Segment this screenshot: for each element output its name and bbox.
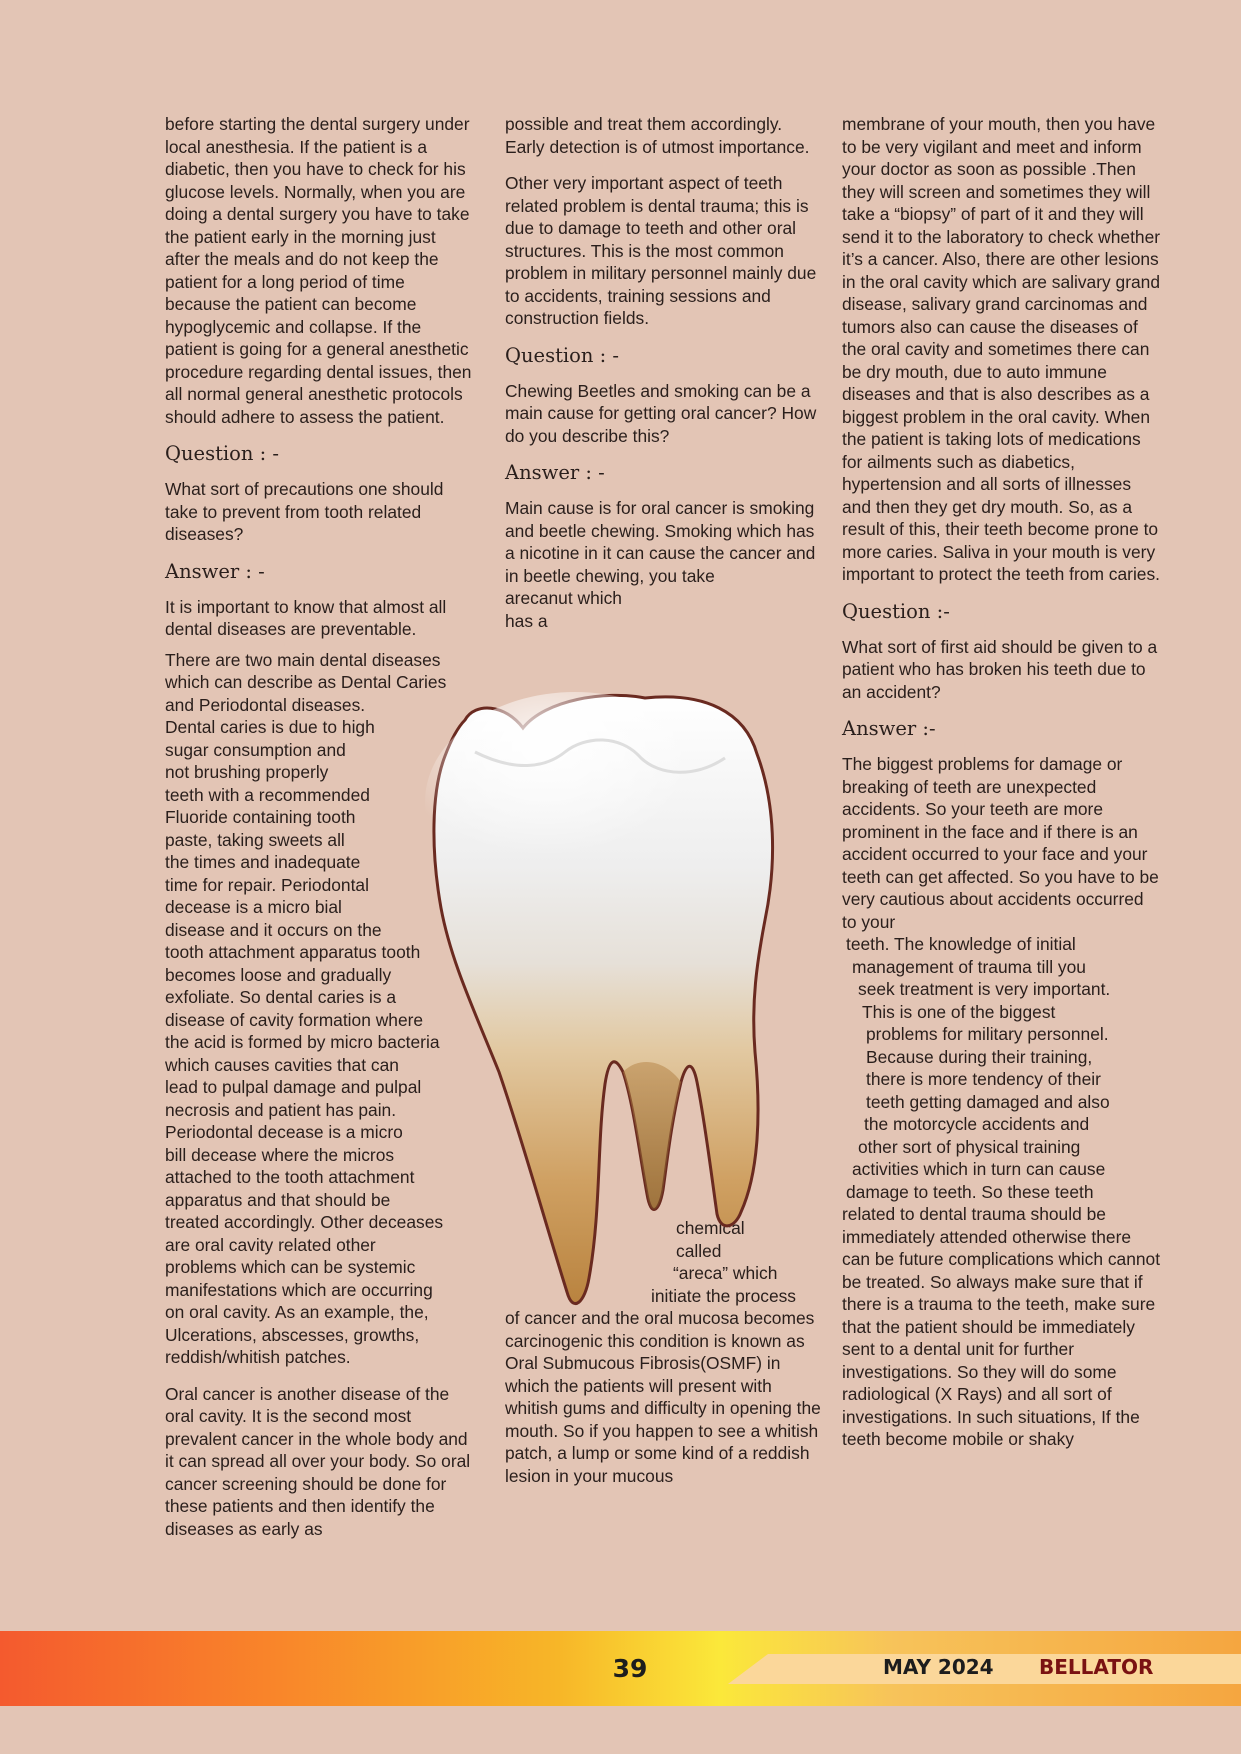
text-line: Periodontal decease is a micro bbox=[165, 1122, 403, 1142]
paragraph: membrane of your mouth, then you have to be very vigilant and meet and inform your doctor as soon as possible .Then they will screen and sometimes they will take a “biopsy” of part of it and they will send it to the laboratory to check whether it’s a cancer. Also, there are other lesions in the oral cavity which are salivary grand disease, salivary grand carcinomas and tumors also can cause the diseases of the oral cavity and sometimes there can be dry mouth, due to auto immune diseases and that is also describes as a biggest problem in the oral cavity. When the patient is taking lots of medications for ailments such as diabetics, hypertension and all sorts of illnesses and then they get dry mouth. So, as a result of this, their teeth become prone to more caries. Saliva in your mouth is very important to protect the teeth from caries. bbox=[842, 114, 1161, 584]
text-line: initiate the process bbox=[651, 1285, 797, 1306]
text-line: teeth with a recommended bbox=[165, 784, 370, 805]
text-line: the motorcycle accidents and bbox=[864, 1114, 1090, 1134]
text-line: activities which in turn can cause bbox=[852, 1159, 1106, 1179]
text-line: has a bbox=[505, 610, 548, 631]
paragraph: possible and treat them accordingly. Early detection is of utmost importance. bbox=[505, 114, 810, 157]
text-line: are oral cavity related other bbox=[165, 1234, 376, 1255]
page-number: 39 bbox=[612, 1654, 648, 1683]
paragraph: of cancer and the oral mucosa becomes carcinogenic this condition is known as Oral Submucous Fibrosis(OSMF) in which the patients will present with whitish gums and difficulty in opening the mouth. So if you happen to see a whitish patch, a lump or some kind of a reddish lesion in your mucous bbox=[505, 1308, 821, 1486]
paragraph: The biggest problems for damage or breaking of teeth are unexpected accidents. So your teeth are more prominent in the face and if there is an accident occurred to your face and your teeth can get affected. So you have to be very cautious about accidents occurred to your bbox=[842, 754, 1159, 932]
text-line: there is more tendency of their bbox=[866, 1069, 1101, 1089]
text-line: which causes cavities that can bbox=[165, 1054, 399, 1075]
text-line: seek treatment is very important. bbox=[858, 979, 1111, 999]
text-line: tooth attachment apparatus tooth bbox=[165, 942, 421, 962]
text-line: bill decease where the micros bbox=[165, 1144, 395, 1165]
text-line: treated accordingly. Other deceases bbox=[165, 1212, 444, 1232]
paragraph: Oral cancer is another disease of the oral cavity. It is the second most prevalent cancer in the whole body and it can spread all over your body. So oral cancer screening should be done for these patients and then identify the diseases as early as bbox=[165, 1383, 471, 1539]
text-line: chemical bbox=[676, 1218, 745, 1238]
text-line: attached to the tooth attachment bbox=[165, 1167, 415, 1187]
text-line: reddish/whitish patches. bbox=[165, 1347, 351, 1367]
text-line: paste, taking sweets all bbox=[165, 829, 345, 850]
text-line: teeth getting damaged and also bbox=[866, 1091, 1110, 1112]
text-line: “areca” which bbox=[673, 1263, 778, 1283]
text-line: necrosis and patient has pain. bbox=[165, 1099, 397, 1120]
answer-heading: Answer : - bbox=[165, 559, 265, 583]
text-line: apparatus and that should be bbox=[165, 1189, 391, 1210]
text-line: manifestations which are occurring bbox=[165, 1279, 433, 1300]
text-line: becomes loose and gradually bbox=[165, 964, 392, 985]
paragraph: There are two main dental diseases which can describe as Dental Caries and Periodontal diseases. bbox=[165, 649, 447, 715]
answer-heading: Answer :- bbox=[842, 717, 936, 740]
text-line: Because during their training, bbox=[866, 1046, 1093, 1067]
magazine-name: BELLATOR bbox=[1039, 1655, 1154, 1679]
text-line: decease is a micro bial bbox=[165, 897, 342, 917]
question-heading: Question : - bbox=[505, 343, 620, 367]
text-line: the acid is formed by micro bacteria bbox=[165, 1032, 440, 1052]
paragraph: It is important to know that almost all dental diseases are preventable. bbox=[165, 596, 447, 639]
question-heading: Question :- bbox=[842, 599, 950, 623]
issue-date: MAY 2024 bbox=[883, 1655, 994, 1679]
question-heading: Question : - bbox=[165, 442, 280, 465]
text-line: sugar consumption and bbox=[165, 739, 346, 760]
column-right bbox=[842, 113, 1162, 1459]
text-line: damage to teeth. So these teeth bbox=[846, 1181, 1094, 1202]
answer-heading: Answer : - bbox=[505, 461, 605, 484]
paragraph: Other very important aspect of teeth related problem is dental trauma; this is due to damage to teeth and other oral structures. This is the most common problem in military personnel mainly due to accidents, training sessions and construction fields. bbox=[505, 173, 817, 328]
molar-tooth-illustration bbox=[405, 692, 845, 1362]
text-line: problems which can be systemic bbox=[165, 1257, 416, 1277]
text-line: This is one of the biggest bbox=[862, 1001, 1056, 1022]
paragraph: before starting the dental surgery under local anesthesia. If the patient is a diabetic, then you have to check for his glucose levels. Normally, when you are doing a dental surgery you have to take the patient early in the morning just after the meals and do not keep the patient for a long period of time because the patient can become hypoglycemic and collapse. If the patient is going for a general anesthetic procedure regarding dental issues, then all normal general anesthetic protocols should adhere to assess the patient. bbox=[165, 114, 472, 427]
tooth-root-gap bbox=[623, 1062, 681, 1209]
text-line: other sort of physical training bbox=[858, 1136, 1081, 1157]
text-line: Ulcerations, abscesses, growths, bbox=[165, 1324, 420, 1345]
paragraph-wrapped bbox=[505, 587, 825, 632]
text-line: arecanut which bbox=[505, 588, 622, 608]
text-line: called bbox=[676, 1240, 722, 1261]
text-line: Fluoride containing tooth bbox=[165, 807, 356, 827]
paragraph: What sort of precautions one should take to prevent from tooth related diseases? bbox=[165, 479, 444, 544]
paragraph: related to dental trauma should be immediately attended otherwise there can be future complications which cannot be treated. So always make sure that if there is a trauma to the teeth, make sure that the patient should be immediately sent to a dental unit for further investigations. So they will do some radiological (X Rays) and all sort of investigations. In such situations, If the teeth become mobile or shaky bbox=[842, 1204, 1161, 1449]
paragraph: Chewing Beetles and smoking can be a main cause for getting oral cancer? How do you describe this? bbox=[505, 380, 817, 446]
paragraph: What sort of first aid should be given to a patient who has broken his teeth due to an accident? bbox=[842, 636, 1158, 702]
text-line: disease and it occurs on the bbox=[165, 919, 382, 940]
text-line: management of trauma till you bbox=[852, 956, 1086, 977]
text-line: lead to pulpal damage and pulpal bbox=[165, 1077, 422, 1097]
text-line: disease of cavity formation where bbox=[165, 1009, 424, 1030]
text-line: time for repair. Periodontal bbox=[165, 874, 369, 895]
text-line: exfoliate. So dental caries is a bbox=[165, 987, 397, 1007]
text-line: teeth. The knowledge of initial bbox=[846, 934, 1076, 954]
text-line: on oral cavity. As an example, the, bbox=[165, 1302, 429, 1322]
paragraph-wrapped bbox=[842, 933, 1162, 1203]
text-line: Dental caries is due to high bbox=[165, 717, 375, 737]
tooth-highlight bbox=[425, 692, 725, 912]
paragraph: Main cause is for oral cancer is smoking and beetle chewing. Smoking which has a nicotine in it can cause the cancer and in beetle chewing, you take bbox=[505, 498, 816, 586]
text-line: the times and inadequate bbox=[165, 852, 361, 872]
text-line: not brushing properly bbox=[165, 762, 329, 782]
text-line: problems for military personnel. bbox=[866, 1024, 1109, 1044]
